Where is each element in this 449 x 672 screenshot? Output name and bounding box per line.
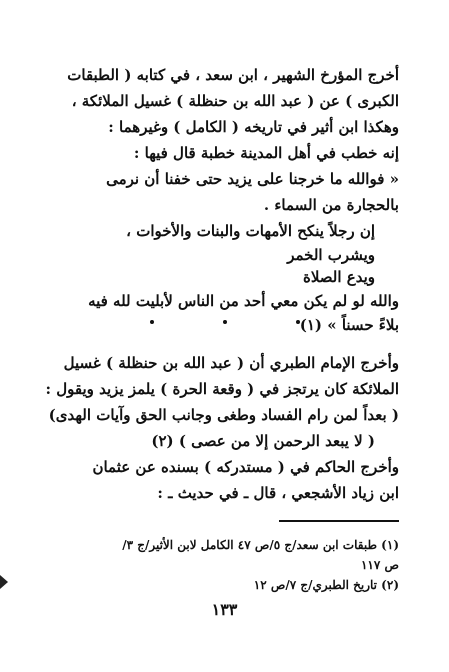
footnote-divider xyxy=(279,520,399,522)
text-line: وأخرج الحاكم في ( مستدركه ) بسنده عن عثمان xyxy=(92,458,399,476)
text-line: إنه خطب في أهل المدينة خطبة قال فيها : xyxy=(133,144,399,162)
text-line: الملائكة كان يرتجز في ( وقعة الحرة ) يلمز يزيد ويقول : xyxy=(45,380,399,398)
section-separator xyxy=(150,320,300,324)
separator-dot xyxy=(150,320,154,324)
text-line: ويشرب الخمر xyxy=(287,246,375,264)
separator-dot xyxy=(223,320,227,324)
footnote-line: (٢) تاريخ الطبري/ج ٧/ص ١٢ xyxy=(253,578,399,592)
verse-line: ( بعداً لمن رام الفساد وطغى وجانب الحق وآيات الهدى) xyxy=(48,406,399,424)
verse-line: ( لا يبعد الرحمن إلا من عصى ) (٢) xyxy=(151,432,375,450)
text-line: أخرج المؤرخ الشهير ، ابن سعد ، في كتابه ( الطبقات xyxy=(67,66,399,84)
page-number: ١٣٣ xyxy=(211,600,238,619)
text-line: « فوالله ما خرجنا على يزيد حتى خفنا أن نرمى xyxy=(106,170,399,188)
text-line: وأخرج الإمام الطبري أن ( عبد الله بن حنظلة ) غسيل xyxy=(63,354,399,372)
footnote-line: (١) طبقات ابن سعد/ج ٥/ص ٤٧ الكامل لابن الأثير/ج ٣/ xyxy=(122,538,399,552)
footnote-line: ص ١١٧ xyxy=(360,558,399,572)
text-line: ابن زياد الأشجعي ، قال ـ في حديث ـ : xyxy=(157,484,399,502)
text-line: وهكذا ابن أثير في تاريخه ( الكامل ) وغيرهما : xyxy=(108,118,399,136)
text-line: ويدع الصلاة xyxy=(302,268,375,286)
text-line: بالحجارة من السماء . xyxy=(263,196,399,214)
page-edge-mark xyxy=(0,575,8,589)
text-line: بلاءً حسناً » (١) xyxy=(299,316,399,334)
text-line: والله لو لم يكن معي أحد من الناس لأبليت لله فيه xyxy=(88,292,399,310)
text-line: إن رجلاً ينكح الأمهات والبنات والأخوات ، xyxy=(126,222,375,240)
separator-dot xyxy=(296,320,300,324)
text-line: الكبرى ) عن ( عبد الله بن حنظلة ) غسيل الملائكة ، xyxy=(71,92,399,110)
